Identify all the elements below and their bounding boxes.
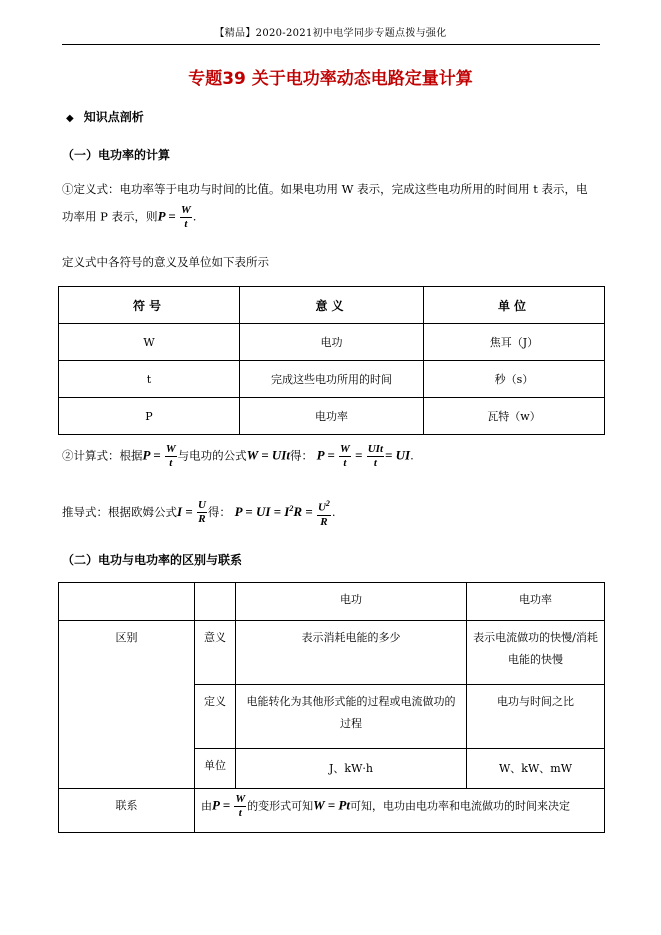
- cell-symbol: P: [59, 398, 240, 435]
- relation-post: 可知，电功由电功率和电流做功的时间来决定: [349, 799, 570, 813]
- fraction-numerator: W: [180, 204, 191, 216]
- cell-unit: 瓦特（w）: [424, 398, 605, 435]
- cell-work: 表示消耗电能的多少: [236, 621, 467, 685]
- calc-denominator: t: [169, 457, 173, 469]
- relation-row: [59, 789, 605, 833]
- calc-numerator-2: W: [340, 443, 350, 455]
- table-row: [59, 324, 605, 361]
- header-rule: [62, 44, 600, 45]
- comparison-table: [58, 582, 605, 833]
- relation-denominator: t: [238, 807, 242, 819]
- page-title: 专题39 关于电功率动态电路定量计算: [188, 69, 473, 89]
- derive-formula-line: 推导式：根据欧姆公式I = $\frac{U}{R}$ 得： P = UI = $I^2R$ = $\frac{U^2}{R}$ .: [62, 499, 336, 528]
- fraction-denominator: t: [184, 218, 188, 230]
- definition-formula-lhs: P: [157, 208, 166, 224]
- distinction-label: 区别: [59, 621, 195, 789]
- definition-fraction: [180, 204, 192, 231]
- relation-pre: 由: [201, 799, 212, 813]
- calc-formula-line: ②计算式：根据P = $\frac{W}{t}$ 与电功的公式W = UIt得： P = $\frac{W}{t}$ = $\frac{\text{UIt}}{t}$ = UI.: [62, 443, 414, 469]
- table-row: [59, 398, 605, 435]
- page-header: 【精品】2020-2021初中电学同步专题点拨与强化: [214, 28, 447, 39]
- definition-line-2: 功率用 P 表示，则P = $\frac{W}{t}$ .: [62, 204, 197, 230]
- cell-work: 电能转化为其他形式能的过程或电流做功的过程: [236, 685, 467, 749]
- calc-p2: P: [316, 447, 325, 463]
- table1-intro: 定义式中各符号的意义及单位如下表所示: [62, 255, 269, 269]
- calc-mid-text: 与电功的公式: [177, 448, 247, 463]
- cell-meaning: 电功率: [240, 398, 424, 435]
- cell-unit: 秒（s）: [424, 361, 605, 398]
- header-blank: [59, 583, 195, 621]
- calc-numerator: W: [165, 443, 176, 455]
- ohm-denominator: R: [198, 513, 206, 526]
- header-unit: 单位: [424, 287, 605, 324]
- section-main: [66, 108, 144, 125]
- cell-power: W、kW、mW: [467, 749, 605, 789]
- cell-meaning: 完成这些电功所用的时间: [240, 361, 424, 398]
- table-row: [59, 361, 605, 398]
- diamond-bullet-icon: ◆: [66, 113, 74, 124]
- derive-mid-text: 得：: [207, 504, 231, 519]
- relation-formula: W = Pt: [313, 797, 350, 813]
- row-label: 意义: [195, 621, 236, 685]
- row-label: 定义: [195, 685, 236, 749]
- calc-mid2-text: 得：: [289, 448, 313, 463]
- section-2-heading: （二）电功与电功率的区别与联系: [62, 553, 243, 567]
- calc-denominator-2: t: [343, 457, 347, 469]
- cell-symbol: t: [59, 361, 240, 398]
- header-power: 电功率: [467, 583, 605, 621]
- definition-line-2-text: 功率用 P 表示，则: [62, 209, 158, 224]
- relation-mid: 的变形式可知: [247, 799, 314, 813]
- calc-numerator-3: UIt: [367, 443, 383, 455]
- derive-pre-text: 推导式：根据欧姆公式: [62, 504, 177, 519]
- row-label: 单位: [195, 749, 236, 789]
- calc-result: = UI: [385, 447, 411, 463]
- symbols-table-header: [59, 287, 605, 324]
- power-fraction: [317, 497, 331, 529]
- calc-pre-text: ②计算式：根据: [62, 448, 143, 463]
- relation-p: P: [212, 797, 220, 813]
- definition-line-1: ①定义式：电功率等于电功与时间的比值。如果电功用 W 表示，完成这些电功所用的时间用 t 表示，电: [62, 182, 588, 196]
- ohm-fraction: [197, 499, 207, 526]
- header-meaning: 意义: [240, 287, 424, 324]
- relation-numerator: W: [235, 793, 246, 805]
- relation-content: 由P = $\frac{W}{t}$ 的变形式可知W = Pt可知，电功由电功率和电流做功的时间来决定: [195, 789, 605, 833]
- derive-chain: P = UI = I: [234, 503, 290, 519]
- calc-fraction-2: [339, 443, 351, 470]
- ohm-numerator: U: [197, 499, 206, 512]
- cell-power: 表示电流做功的快慢/消耗电能的快慢: [467, 621, 605, 685]
- cell-meaning: 电功: [240, 324, 424, 361]
- relation-label: 联系: [59, 789, 195, 833]
- calc-fraction: [165, 443, 177, 470]
- work-formula: W = UIt: [246, 447, 290, 463]
- power-denominator: R: [320, 515, 328, 528]
- power-numerator: $U^2$: [317, 499, 330, 514]
- section-main-label: 知识点剖析: [83, 110, 144, 124]
- header-symbol: 符号: [59, 287, 240, 324]
- symbols-table: [58, 286, 605, 435]
- cell-unit: 焦耳（J）: [424, 324, 605, 361]
- cell-symbol: W: [59, 324, 240, 361]
- cell-work: J、kW·h: [236, 749, 467, 789]
- relation-fraction: [234, 793, 246, 820]
- header-blank-2: [195, 583, 236, 621]
- section-1-heading: （一）电功率的计算: [62, 148, 171, 162]
- header-work: 电功: [236, 583, 467, 621]
- cell-power: 电功与时间之比: [467, 685, 605, 749]
- table-row: [59, 621, 605, 685]
- comparison-header-row: [59, 583, 605, 621]
- calc-p: P: [142, 447, 150, 463]
- calc-fraction-3: [367, 443, 384, 470]
- calc-denominator-3: t: [373, 457, 377, 469]
